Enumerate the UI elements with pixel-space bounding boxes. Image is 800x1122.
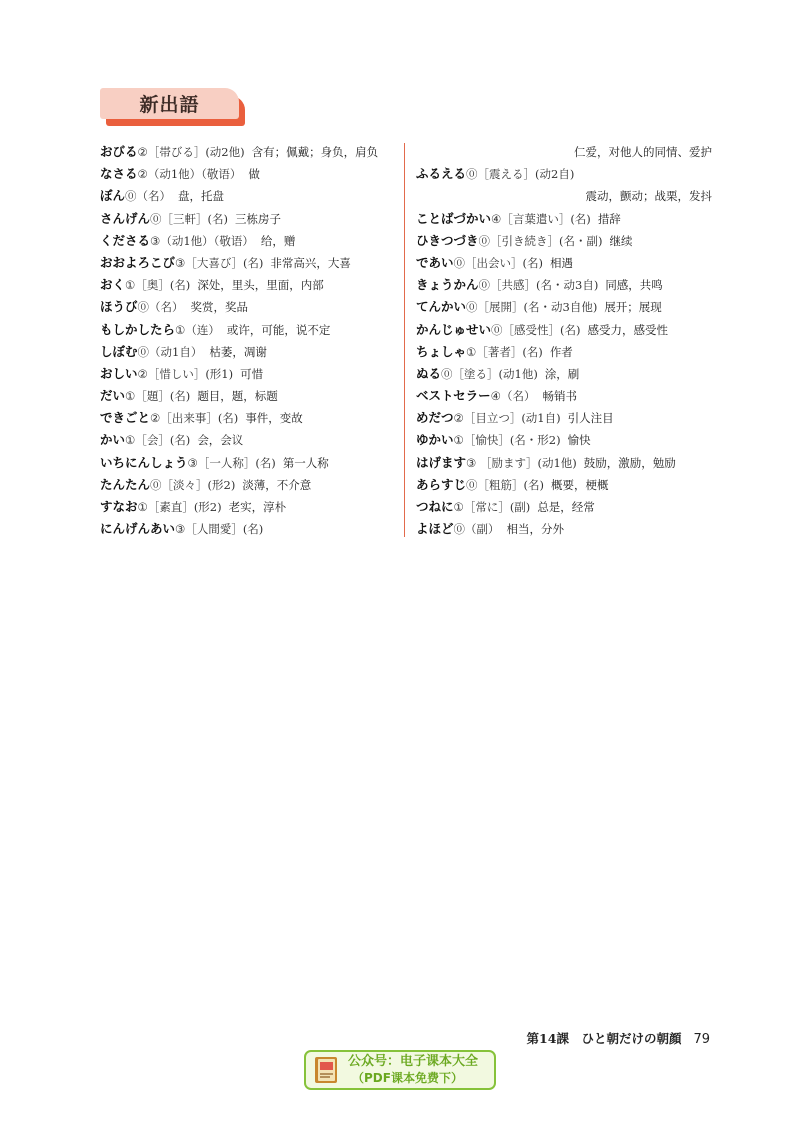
vocab-meaning: 深处，里头，里面，内部 <box>197 278 324 293</box>
page-footer <box>527 1029 710 1047</box>
vocab-meaning: 鼓励，激励，勉励 <box>583 455 676 470</box>
vocab-grammar-info: ①［題］(名) <box>125 389 191 404</box>
vocab-meaning: 展开；展现 <box>604 300 662 315</box>
vocab-reading: なさる <box>100 166 138 182</box>
vocab-entry <box>416 518 712 540</box>
vocab-meaning: 奖赏，奖品 <box>190 300 249 315</box>
vocab-entry <box>100 296 398 318</box>
vocab-grammar-info: ③［人間愛］(名) <box>175 522 264 537</box>
vocab-grammar-info: ②（动1他）（敬语） <box>137 167 242 182</box>
vocab-grammar-info: ④（名） <box>490 389 536 404</box>
vocab-reading: いちにんしょう <box>100 454 188 470</box>
vocab-meaning: 事件，变故 <box>245 411 303 426</box>
vocab-entry <box>100 341 398 363</box>
vocab-entry <box>100 141 398 163</box>
vocab-reading: てんかい <box>416 299 467 315</box>
vocab-entry <box>100 496 398 518</box>
vocab-reading: ほうび <box>100 299 138 315</box>
vocab-entry <box>100 274 398 296</box>
vocab-entry <box>100 452 398 474</box>
vocab-grammar-info: ⓪（名） <box>137 300 184 315</box>
page-number: 79 <box>693 1032 710 1047</box>
vocab-reading: さんげん <box>100 210 151 226</box>
vocab-entry <box>416 496 712 518</box>
watermark-line-2: （PDF课本免费下） <box>352 1071 463 1085</box>
vocab-entry <box>100 319 398 341</box>
section-title-badge <box>100 88 245 126</box>
vocabulary-right-column <box>416 141 712 540</box>
vocab-meaning: 概要，梗概 <box>551 477 609 492</box>
vocab-grammar-info: ⓪（动1自） <box>137 344 203 359</box>
vocab-reading: ちょしゃ <box>416 343 467 359</box>
vocab-grammar-info: ⓪［出会い］(名) <box>453 255 543 270</box>
vocab-entry <box>100 429 398 451</box>
vocabulary-left-column <box>100 141 398 540</box>
vocab-reading: おく <box>100 277 126 293</box>
vocab-grammar-info: ①［著者］(名) <box>466 344 543 359</box>
vocab-reading: あらすじ <box>416 476 467 492</box>
vocab-meaning: 作者 <box>549 344 573 359</box>
vocab-entry <box>100 208 398 230</box>
vocab-reading: かい <box>100 432 126 448</box>
vocab-meaning: 畅销书 <box>542 389 577 404</box>
vocab-entry <box>416 296 712 318</box>
section-title: 新出語 <box>100 88 239 119</box>
vocab-grammar-info: ③［一人称］(名) <box>187 455 276 470</box>
vocab-reading: よほど <box>416 521 454 537</box>
vocab-entry <box>416 452 712 474</box>
vocab-reading: すなお <box>100 499 138 514</box>
watermark-banner <box>304 1050 496 1090</box>
vocab-reading: であい <box>416 254 454 270</box>
vocab-entry <box>416 163 712 185</box>
vocab-grammar-info: ⓪［感受性］(名) <box>491 322 581 337</box>
vocab-meaning: 措辞 <box>597 211 621 226</box>
vocab-reading: おびる <box>100 144 138 159</box>
vocab-entry <box>416 230 712 252</box>
vocab-grammar-info: ①［常に］(副) <box>453 500 531 514</box>
vocab-entry <box>100 474 398 496</box>
vocab-reading: はげます <box>416 454 467 470</box>
vocab-meaning: 会，会议 <box>197 433 244 448</box>
vocab-entry <box>416 474 712 496</box>
vocab-entry <box>416 319 712 341</box>
book-icon <box>312 1055 342 1085</box>
vocab-grammar-info: ⓪［震える］(动2自) <box>466 167 575 182</box>
vocab-meaning: 老实，淳朴 <box>228 500 287 514</box>
vocab-meaning: 或许，可能，说不定 <box>226 322 331 337</box>
vocab-grammar-info: ⓪［展開］(名・动3自他) <box>466 300 598 315</box>
vocab-reading: ぼん <box>100 188 126 204</box>
vocab-grammar-info: ⓪［引き続き］(名・副) <box>478 233 603 248</box>
vocab-entry <box>416 252 712 274</box>
vocab-meaning: 枯萎，凋谢 <box>209 344 267 359</box>
vocab-meaning: 盘，托盘 <box>178 189 225 204</box>
vocab-meaning: 相当，分外 <box>506 522 565 537</box>
vocab-meaning: 含有；佩戴；身负，肩负 <box>251 145 379 159</box>
vocab-entry <box>416 407 712 429</box>
vocab-reading: ふるえる <box>416 166 467 182</box>
column-divider <box>404 143 405 537</box>
vocab-grammar-info: ⓪［粗筋］(名) <box>466 477 544 492</box>
vocab-grammar-info: ⓪（名） <box>125 189 172 204</box>
vocab-reading: だい <box>100 388 126 404</box>
vocab-meaning: 三栋房子 <box>235 211 281 226</box>
vocab-meaning: 继续 <box>609 233 633 248</box>
vocab-reading: きょうかん <box>416 277 479 293</box>
vocab-meaning: 题目，题，标题 <box>197 389 278 404</box>
vocab-entry <box>100 518 398 540</box>
vocab-reading: めだつ <box>416 410 454 426</box>
vocab-entry <box>416 208 712 230</box>
vocab-grammar-info: ①［奥］(名) <box>125 278 191 293</box>
vocab-meaning: 仁爱，对他人的同情、爱护 <box>574 145 712 159</box>
vocab-meaning: 第一人称 <box>282 455 329 470</box>
vocab-entry <box>100 252 398 274</box>
vocab-entry <box>416 429 712 451</box>
vocab-meaning: 愉快 <box>567 433 591 448</box>
vocab-grammar-info: ⓪［淡々］(形2) <box>150 477 236 492</box>
vocab-entry <box>416 185 712 207</box>
vocab-entry <box>100 363 398 385</box>
vocab-reading: ゆかい <box>416 432 454 448</box>
vocab-entry <box>416 363 712 385</box>
vocab-grammar-info: ④［言葉遣い］(名) <box>491 211 591 226</box>
vocab-entry <box>416 341 712 363</box>
vocab-grammar-info: ③ ［励ます］(动1他) <box>466 455 577 470</box>
vocab-reading: ひきつづき <box>416 232 479 248</box>
vocab-reading: ことばづかい <box>416 210 492 226</box>
watermark-line-1: 公众号：电子课本大全 <box>348 1054 479 1069</box>
vocab-meaning: 非常高兴，大喜 <box>270 255 351 270</box>
vocab-grammar-info: ③［大喜び］(名) <box>175 255 264 270</box>
vocab-meaning: 做 <box>248 167 260 182</box>
vocab-grammar-info: ⓪（副） <box>453 522 500 537</box>
vocab-grammar-info: ①［会］(名) <box>125 433 191 448</box>
vocab-reading: つねに <box>416 499 454 514</box>
vocab-entry <box>100 230 398 252</box>
vocab-grammar-info: ②［目立つ］(动1自) <box>453 411 561 426</box>
vocab-reading: たんたん <box>100 476 151 492</box>
vocab-entry <box>416 141 712 163</box>
vocab-entry <box>100 407 398 429</box>
vocab-meaning: 可惜 <box>240 366 264 381</box>
vocab-entry <box>100 185 398 207</box>
vocab-reading: できごと <box>100 410 151 426</box>
vocab-meaning: 淡薄，不介意 <box>242 477 312 492</box>
vocab-meaning: 给，赠 <box>260 233 296 248</box>
vocab-reading: くださる <box>100 232 151 248</box>
vocab-grammar-info: ⓪［共感］(名・动3自) <box>478 278 599 293</box>
vocab-grammar-info: ②［帯びる］(动2他) <box>137 145 245 159</box>
vocab-meaning: 震动，颤动；战栗，发抖 <box>585 189 712 204</box>
vocab-reading: おしい <box>100 365 138 381</box>
vocab-grammar-info: ①［愉快］(名・形2) <box>453 433 561 448</box>
vocab-grammar-info: ⓪［塗る］(动1他) <box>441 366 538 381</box>
vocab-grammar-info: ①［素直］(形2) <box>137 500 222 514</box>
vocab-reading: ベストセラー <box>416 388 491 404</box>
vocab-meaning: 总是，经常 <box>537 500 595 514</box>
watermark-text <box>348 1054 478 1086</box>
vocab-reading: にんげんあい <box>100 521 176 537</box>
vocab-grammar-info: ③（动1他）（敬语） <box>150 233 254 248</box>
vocab-entry <box>416 274 712 296</box>
vocab-grammar-info: ①（连） <box>175 322 220 337</box>
vocab-reading: ぬる <box>416 365 442 381</box>
vocab-entry <box>100 163 398 185</box>
vocab-entry <box>100 385 398 407</box>
vocab-grammar-info: ②［出来事］(名) <box>150 411 239 426</box>
vocab-meaning: 引人注目 <box>567 411 614 426</box>
vocab-grammar-info: ②［惜しい］(形1) <box>137 366 234 381</box>
vocab-meaning: 感受力，感受性 <box>587 322 668 337</box>
vocab-meaning: 涂，刷 <box>544 366 580 381</box>
vocab-meaning: 相遇 <box>550 255 573 270</box>
vocab-entry <box>416 385 712 407</box>
vocab-reading: しぼむ <box>100 343 138 359</box>
vocab-grammar-info: ⓪［三軒］(名) <box>150 211 228 226</box>
vocab-reading: もしかしたら <box>100 321 176 337</box>
vocab-reading: おおよろこび <box>100 254 176 270</box>
vocab-reading: かんじゅせい <box>416 321 492 337</box>
vocab-meaning: 同感，共鸣 <box>605 278 663 293</box>
lesson-title: 第14課 ひと朝だけの朝顔 <box>526 1031 682 1046</box>
